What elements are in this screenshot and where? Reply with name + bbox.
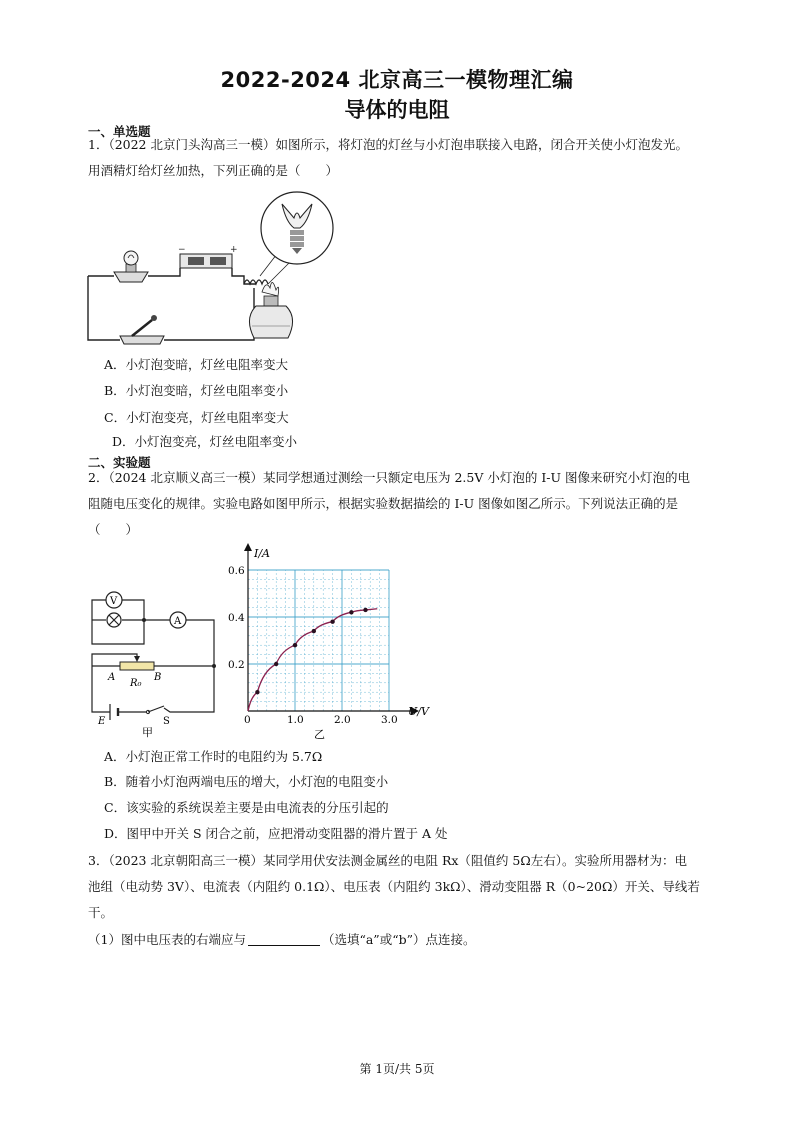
question-3-part-1-suffix: （选填“a”或“b”）点连接。 xyxy=(321,932,476,947)
data-point xyxy=(312,629,316,633)
data-point xyxy=(274,662,278,666)
question-2-line-2: 阻随电压变化的规律。实验电路如图甲所示，根据实验数据描绘的 I-U 图像如图乙所示。下列说法正确的是 xyxy=(88,496,679,511)
question-1-figure xyxy=(84,188,344,346)
rheostat-slider-icon xyxy=(134,656,140,662)
question-3-line-2: 池组（电动势 3V）、电流表（内阻约 0.1Ω）、电压表（内阻约 3kΩ）、滑动变阻器 R（0~20Ω）开关、导线若 xyxy=(88,879,700,894)
voltmeter-label: V xyxy=(110,596,118,607)
question-1-option-a: A．小灯泡变暗，灯丝电阻率变大 xyxy=(104,357,289,372)
document-title: 2022-2024 北京高三一模物理汇编 xyxy=(220,68,574,92)
y-tick-label: 0.6 xyxy=(228,565,245,577)
small-bulb-icon xyxy=(114,251,148,282)
document-subtitle: 导体的电阻 xyxy=(344,98,450,122)
page-footer: 第 1页/共 5页 xyxy=(359,1062,435,1076)
question-1-option-d: D．小灯泡变亮，灯丝电阻率变小 xyxy=(112,434,298,449)
alcohol-lamp-icon xyxy=(249,282,292,338)
question-1-option-b: B．小灯泡变暗，灯丝电阻率变小 xyxy=(104,383,289,398)
question-1-option-c: C．小灯泡变亮，灯丝电阻率变大 xyxy=(104,410,289,425)
section-heading-single-choice: 一、单选题 xyxy=(88,124,151,139)
question-2-option-d: D．图甲中开关 S 闭合之前，应把滑动变阻器的滑片置于 A 处 xyxy=(104,826,448,841)
question-3-part-1 xyxy=(88,928,712,952)
diagram-caption-jia: 甲 xyxy=(142,726,153,739)
question-1-line-1: 1．（2022 北京门头沟高三一模）如图所示，将灯泡的灯丝与小灯泡串联接入电路，闭合开关使小灯泡发光。 xyxy=(88,137,688,152)
chart-x-axis-label: U/V xyxy=(408,705,429,718)
battery-label: E xyxy=(98,716,106,727)
chart-points xyxy=(255,608,368,695)
y-tick-label: 0.4 xyxy=(228,612,245,624)
question-3-line-1: 3．（2023 北京朝阳高三一模）某同学用伏安法测金属丝的电阻 Rx（阻值约 5Ω左右）。实验所用器材为：电 xyxy=(88,853,687,868)
ammeter-label: A xyxy=(174,616,182,627)
junction-dot xyxy=(212,664,216,668)
x-tick-label: 1.0 xyxy=(287,714,304,726)
data-point xyxy=(349,610,353,614)
chart-fit-curve xyxy=(248,609,377,711)
question-2-line-3: （ ） xyxy=(88,522,139,537)
x-tick-label: 2.0 xyxy=(334,714,351,726)
question-2-option-a: A．小灯泡正常工作时的电阻约为 5.7Ω xyxy=(104,749,323,764)
rheostat-icon xyxy=(120,662,154,670)
question-2-circuit-diagram xyxy=(84,584,224,740)
chart-caption-yi: 乙 xyxy=(314,728,325,741)
question-2-option-b: B．随着小灯泡两端电压的增大，小灯泡的电阻变小 xyxy=(104,774,389,789)
answer-blank[interactable] xyxy=(248,931,320,946)
circuit-wires xyxy=(88,268,256,340)
question-1-line-2: 用酒精灯给灯丝加热，下列正确的是（ ） xyxy=(88,163,339,178)
rheostat-end-a-label: A xyxy=(108,672,116,683)
switch-label: S xyxy=(163,716,170,727)
data-point xyxy=(293,643,297,647)
question-2-line-1: 2．（2024 北京顺义高三一模）某同学想通过测绘一只额定电压为 2.5V 小灯泡的 I-U 图像来研究小灯泡的电 xyxy=(88,470,690,485)
chart-axes xyxy=(244,543,419,715)
question-3-part-1-prefix: （1）图中电压表的右端应与 xyxy=(88,932,246,947)
data-point xyxy=(255,690,259,694)
junction-dot xyxy=(142,618,146,622)
battery-box-icon xyxy=(178,245,238,268)
chart-y-axis-label: I/A xyxy=(254,547,270,560)
battery-plus-label: + xyxy=(230,245,238,255)
lamp-symbol-icon xyxy=(107,613,121,627)
rheostat-end-b-label: B xyxy=(154,672,162,683)
knife-switch-icon xyxy=(120,315,164,344)
question-3-line-3: 干。 xyxy=(88,905,114,920)
y-tick-label: 0.2 xyxy=(228,659,245,671)
chart-origin-label: 0 xyxy=(244,714,251,726)
chart-grid xyxy=(248,570,389,711)
section-heading-experiment: 二、实验题 xyxy=(88,455,151,470)
x-tick-label: 3.0 xyxy=(381,714,398,726)
magnified-bulb-callout xyxy=(260,192,333,284)
iu-chart xyxy=(228,543,440,741)
data-point xyxy=(330,620,334,624)
rheostat-label: R₀ xyxy=(130,678,142,689)
question-2-option-c: C．该实验的系统误差主要是由电流表的分压引起的 xyxy=(104,800,389,815)
data-point xyxy=(363,608,367,612)
battery-minus-label: − xyxy=(178,245,186,255)
switch-icon xyxy=(148,706,164,712)
battery-symbol-icon xyxy=(110,704,118,720)
